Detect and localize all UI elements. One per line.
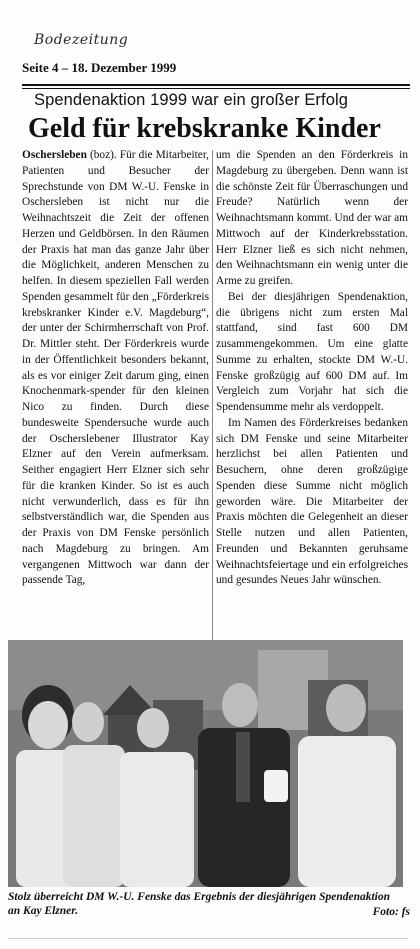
- header-rule-thin: [22, 88, 410, 89]
- article-paragraph: [22, 148, 209, 589]
- photo-illustration: [8, 640, 403, 887]
- page-info: Seite 4 – 18. Dezember 1999: [22, 60, 177, 75]
- article-kicker: Spendenaktion 1999 war ein großer Erfolg: [34, 91, 349, 109]
- article-text: (boz). Für die Mitarbeiter, Patienten und Besucher der Sprechstunde von DM W.-U. Fenske in Oschersleben ist nicht nur die Weihnachtszeit die Zeit der offenen Herzen und Geldbörsen. In den Räumen der Praxis hat man das ganze Jahr über die Möglichkeit, anderen Menschen zu helfen. In diesem speziellen Fall werden Spenden gesammelt für den „Förderkreis krebskranker Kinder e.V. Magdeburg“, der unter der Schirmherrschaft von Prof. Dr. Mittler steht. Der Förderkreis wurde in der Öffentlichkeit besonders bekannt, als es vor einiger Zeit darum ging, einen Knochenmark-spender für den kleinen Nico zu finden. Durch diese bundesweite Spendersuche wurde auch der Oscherslebener Illustrator Kay Elzner auf den Verein aufmerksam. Seither engagiert Herr Elzner sich sehr für die kranken Kinder. So ist es auch nicht verwunderlich, dass es für ihn selbstverständlich war, die Spenden aus der Praxis von DM Fenske persönlich nach Magdeburg zu bringen. Am vergangenen Mittwoch war dann der passende Tag,: [22, 149, 209, 587]
- article-paragraph: um die Spenden an den Förderkreis in Magdeburg zu übergeben. Denn wann ist die schönste Zeit für Überraschungen und Freude? Natürlich wenn der Weihnachtsmann kommt. Und der war am Mittwoch auf der Kinderkrebsstation. Herr Elzner ließ es sich nicht nehmen, den Weihnachtsmann ein wenig unter die Arme zu greifen.: [216, 149, 408, 287]
- article-photo: [8, 640, 403, 887]
- article-paragraph: Bei der diesjährigen Spendenaktion, die übrigens nicht zum ersten Mal stattfand, sind fast 600 DM zusammengekommen. Um eine glatte Summe zu erhalten, stockte DM W.-U. Fenske großzügig auf 600 DM auf. Im Vergleich zum Vorjahr hat sich die Spendensumme mehr als verdoppelt.: [216, 290, 408, 413]
- photo-caption: Stolz überreicht DM W.-U. Fenske das Ergebnis der diesjährigen Spendenaktion an Kay Elzner.: [8, 891, 390, 917]
- article-headline: Geld für krebskranke Kinder: [28, 113, 381, 144]
- source-handwritten-note: Bodezeitung: [34, 32, 129, 48]
- clipping-bottom-edge: [8, 938, 408, 939]
- photo-credit: Foto: fs: [372, 906, 410, 918]
- column-divider: [212, 150, 213, 640]
- article-dateline: Oschersleben: [22, 149, 87, 161]
- article-paragraph: Im Namen des Förderkreises bedanken sich DM Fenske und seine Mitarbeiter herzlichst bei allen Patienten und Besuchern, ohne deren großzügige Spenden diese Summe nicht möglich geworden wäre. Die Mitarbeiter der Praxis möchten die Gelegenheit an dieser Stelle nutzen und allen Patienten, Freunden und Bekannten geruhsame Weihnachtsfeiertage und ein erfolgreiches und gesundes Neues Jahr wünschen.: [216, 416, 408, 587]
- article-column-left: [22, 148, 209, 640]
- header-rule: [22, 84, 410, 86]
- article-column-right: [216, 148, 408, 668]
